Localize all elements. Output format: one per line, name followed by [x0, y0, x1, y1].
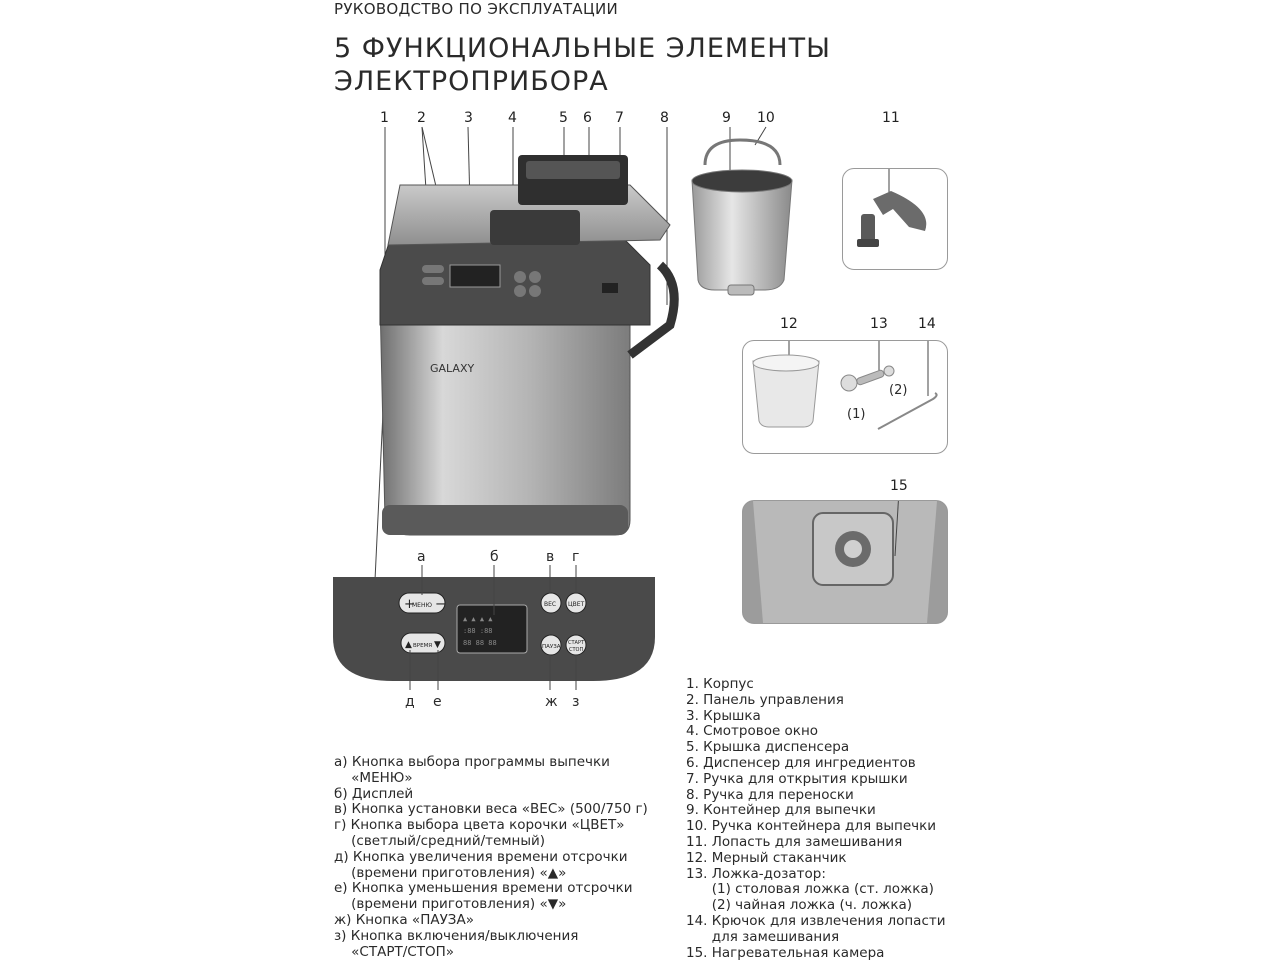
- panel-letter-zh: ж: [545, 694, 558, 710]
- menu-button-label: МЕНЮ: [412, 602, 432, 609]
- parts-legend-item: (2) чайная ложка (ч. ложка): [686, 897, 913, 914]
- baking-pan-illustration: [680, 125, 810, 305]
- svg-text:+: +: [404, 597, 415, 612]
- svg-text:▲ ▲ ▲ ▲: ▲ ▲ ▲ ▲: [463, 615, 493, 623]
- parts-legend-item: 13. Ложка-дозатор:: [686, 865, 826, 882]
- controls-legend-item: е) Кнопка уменьшения времени отсрочки: [334, 880, 633, 897]
- teaspoon-label: (2): [889, 383, 908, 398]
- callout-3: 3: [464, 110, 473, 126]
- panel-letter-d: д: [405, 694, 415, 710]
- manual-header: РУКОВОДСТВО ПО ЭКСПЛУАТАЦИИ: [334, 0, 618, 18]
- parts-legend-item: 2. Панель управления: [686, 691, 844, 708]
- section-title-line2: ЭЛЕКТРОПРИБОРА: [334, 66, 609, 97]
- controls-legend-item: г) Кнопка выбора цвета корочки «ЦВЕТ»: [334, 817, 625, 834]
- controls-legend-item: б) Дисплей: [334, 785, 414, 802]
- callout-8: 8: [660, 110, 669, 126]
- callout-10: 10: [757, 110, 775, 126]
- controls-legend-item: д) Кнопка увеличения времени отсрочки: [334, 848, 628, 865]
- parts-legend-item: 9. Контейнер для выпечки: [686, 802, 876, 819]
- panel-letter-v: в: [546, 549, 555, 565]
- accessories-icons: [743, 341, 947, 453]
- parts-legend-item: 15. Нагревательная камера: [686, 944, 885, 961]
- kneading-paddle-icon: [843, 169, 947, 269]
- controls-legend-item: з) Кнопка включения/выключения: [334, 927, 579, 944]
- controls-legend-item: (времени приготовления) «▲»: [334, 864, 567, 881]
- parts-legend-item: 6. Диспенсер для ингредиентов: [686, 754, 916, 771]
- controls-legend: [334, 755, 648, 960]
- breadmaker-illustration: [330, 125, 700, 595]
- section-title: [334, 32, 831, 98]
- controls-legend-item: в) Кнопка установки веса «ВЕС» (500/750 г): [334, 801, 648, 818]
- callout-14: 14: [918, 316, 936, 332]
- svg-text:88 88 88: 88 88 88: [463, 639, 497, 647]
- color-button-label: ЦВЕТ: [568, 601, 585, 608]
- pause-button-label: ПАУЗА: [542, 644, 561, 650]
- parts-legend-item: 1. Корпус: [686, 676, 754, 692]
- parts-legend-item: 4. Смотровое окно: [686, 723, 819, 740]
- panel-letter-z: з: [572, 694, 580, 710]
- panel-letter-leaders: [400, 565, 600, 695]
- callout-1: 1: [380, 110, 389, 126]
- controls-legend-item: ж) Кнопка «ПАУЗА»: [334, 911, 474, 928]
- callout-6: 6: [583, 110, 592, 126]
- weight-button-label: ВЕС: [544, 601, 557, 608]
- svg-text::88 :88: :88 :88: [463, 627, 493, 635]
- section-title-line1: 5 ФУНКЦИОНАЛЬНЫЕ ЭЛЕМЕНТЫ: [334, 33, 831, 64]
- callout-5: 5: [559, 110, 568, 126]
- parts-legend-item: 5. Крышка диспенсера: [686, 739, 850, 756]
- panel-letter-a: а: [417, 549, 426, 565]
- svg-text:▼: ▼: [434, 640, 441, 650]
- parts-legend-item: 14. Крючок для извлечения лопасти: [686, 912, 946, 929]
- kneading-paddle-box: [842, 168, 948, 270]
- controls-legend-item: (времени приготовления) «▼»: [334, 896, 567, 913]
- start-button-label-2: СТОП: [569, 647, 584, 653]
- callout-4: 4: [508, 110, 517, 126]
- tablespoon-label: (1): [847, 407, 866, 422]
- parts-legend-item: 10. Ручка контейнера для выпечки: [686, 818, 937, 835]
- callout-7: 7: [615, 110, 624, 126]
- controls-legend-item: а) Кнопка выбора программы выпечки: [334, 754, 610, 770]
- svg-text:−: −: [435, 597, 446, 612]
- heating-chamber-icon: [743, 501, 947, 623]
- controls-legend-item: «СТАРТ/СТОП»: [334, 943, 454, 960]
- callout-9: 9: [722, 110, 731, 126]
- callout-12: 12: [780, 316, 798, 332]
- parts-legend-item: 12. Мерный стаканчик: [686, 849, 847, 866]
- callout-11: 11: [882, 110, 900, 126]
- callout-13: 13: [870, 316, 888, 332]
- parts-legend-item: 7. Ручка для открытия крышки: [686, 770, 908, 787]
- parts-legend-item: 11. Лопасть для замешивания: [686, 833, 903, 850]
- parts-legend-item: для замешивания: [686, 928, 840, 945]
- start-button-label-1: СТАРТ: [568, 640, 585, 646]
- controls-legend-item: (светлый/средний/темный): [334, 832, 546, 849]
- controls-legend-item: «МЕНЮ»: [334, 769, 413, 786]
- accessories-box: [742, 340, 948, 454]
- brand-logo: GALAXY: [430, 362, 475, 375]
- callout-15: 15: [890, 478, 908, 494]
- parts-legend-item: 8. Ручка для переноски: [686, 786, 854, 803]
- panel-letter-b: б: [490, 549, 499, 565]
- callout-2: 2: [417, 110, 426, 126]
- parts-legend: [686, 677, 946, 961]
- time-button-label: ВРЕМЯ: [413, 643, 433, 649]
- panel-letter-g: г: [572, 549, 580, 565]
- panel-letter-e: е: [433, 694, 442, 710]
- parts-legend-item: (1) столовая ложка (ст. ложка): [686, 881, 934, 898]
- heating-chamber-box: [742, 500, 948, 624]
- parts-legend-item: 3. Крышка: [686, 707, 761, 724]
- svg-text:▲: ▲: [405, 640, 412, 650]
